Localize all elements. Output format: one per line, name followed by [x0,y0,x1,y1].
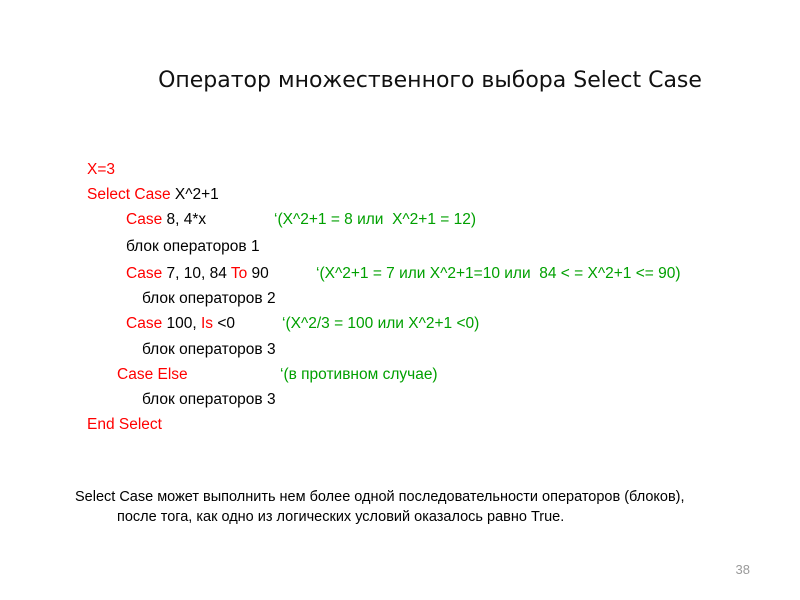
code-line [87,185,219,205]
code-text: 100, [162,315,201,332]
code-line [87,160,115,180]
code-text: 7, 10, 84 [162,265,231,282]
code-comment: ‘(в противном случае) [280,366,438,383]
page-number: 38 [735,562,750,577]
code-line: блок операторов 2 [142,290,276,307]
code-keyword: Select Case [87,186,171,203]
code-line: блок операторов 3 [142,341,276,358]
code-keyword: X=3 [87,161,116,178]
code-text: 90 [247,265,269,282]
code-line [126,264,269,284]
footnote [75,487,775,527]
code-text: X^2+1 [170,186,219,203]
code-comment: ‘(X^2/3 = 100 или X^2+1 <0) [282,315,480,332]
code-comment: ‘(X^2+1 = 8 или X^2+1 = 12) [274,211,477,228]
footnote-line: Select Case может выполнить нем более одной последовательности операторов (блоков), [75,489,685,505]
code-keyword: Is [200,315,214,332]
code-line: блок операторов 1 [126,238,260,255]
code-comment: ‘(X^2+1 = 7 или X^2+1=10 или 84 < = X^2+1 <= 90) [316,265,681,282]
code-keyword: Case Else [117,366,188,383]
footnote-line: после тога, как одно из логических условий оказалось равно True. [117,509,565,525]
code-line [126,314,235,334]
slide-title: Оператор множественного выбора Select Case [158,68,702,93]
code-keyword: Case [126,265,163,282]
code-keyword: Case [126,211,163,228]
code-text: 8, 4*x [162,211,207,228]
code-keyword: End Select [87,416,162,433]
code-keyword: Case [126,315,163,332]
code-keyword: To [230,265,248,282]
code-text: <0 [213,315,236,332]
code-line [126,210,206,230]
code-line: блок операторов 3 [142,391,276,408]
